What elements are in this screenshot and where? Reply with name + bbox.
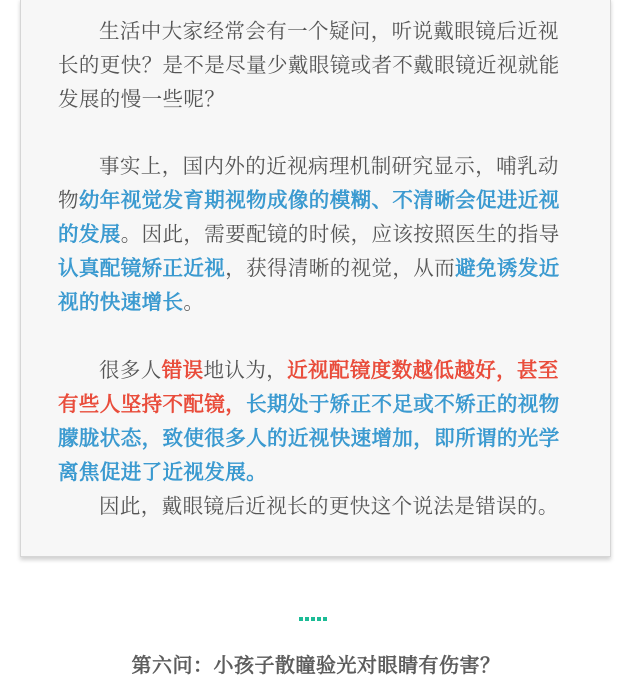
paragraph-4-text: 因此，戴眼镜后近视长的更快这个说法是错误的。	[99, 494, 559, 518]
highlight-wrong: 错误	[161, 358, 204, 382]
highlight-blur-promotes-myopia: 幼年视觉发育期视物成像的模糊、不清晰会促进近视的发展	[58, 188, 560, 246]
highlight-misconception: 近视配镜度数越低越好，甚至有些人坚持不配镜，	[58, 358, 559, 416]
paragraph-2-text: 。因此，需要配镜的时候，应该按照医生的指导	[120, 222, 560, 246]
highlight-optical-defocus: 长期处于矫正不足或不矫正的视物朦胧状态，致使很多人的近视快速增加，即所谓的光学离焦促进了近视发展。	[58, 392, 560, 484]
highlight-avoid-fast-growth: 避免诱发近视的快速增长	[58, 256, 560, 314]
section-heading: 第六问：小孩子散瞳验光对眼睛有伤害？	[131, 653, 501, 677]
paragraph-3	[58, 353, 578, 489]
paragraph-2-text: 。	[183, 290, 205, 314]
paragraph-1	[58, 14, 578, 116]
divider-dot	[323, 617, 327, 621]
dotted-divider-icon	[299, 617, 327, 621]
paragraph-2-text: 事实上，国内外的近视病理机制研究显示，哺乳动物	[58, 154, 559, 212]
highlight-correct-glasses: 认真配镜矫正近视	[58, 256, 226, 280]
paragraph-2-text: ，获得清晰的视觉，从而	[225, 256, 456, 280]
divider-dot	[311, 617, 315, 621]
paragraph-3-text: 很多人	[99, 358, 162, 382]
paragraph-2	[58, 149, 578, 319]
divider-dot	[317, 617, 321, 621]
paragraph-1-text: 生活中大家经常会有一个疑问，听说戴眼镜后近视长的更快？是不是尽量少戴眼镜或者不戴眼镜近视就能发展的慢一些呢？	[58, 19, 560, 111]
paragraph-4	[58, 489, 578, 523]
paragraph-3-text: 地认为，	[203, 358, 288, 382]
divider-dot	[305, 617, 309, 621]
divider-dot	[299, 617, 303, 621]
